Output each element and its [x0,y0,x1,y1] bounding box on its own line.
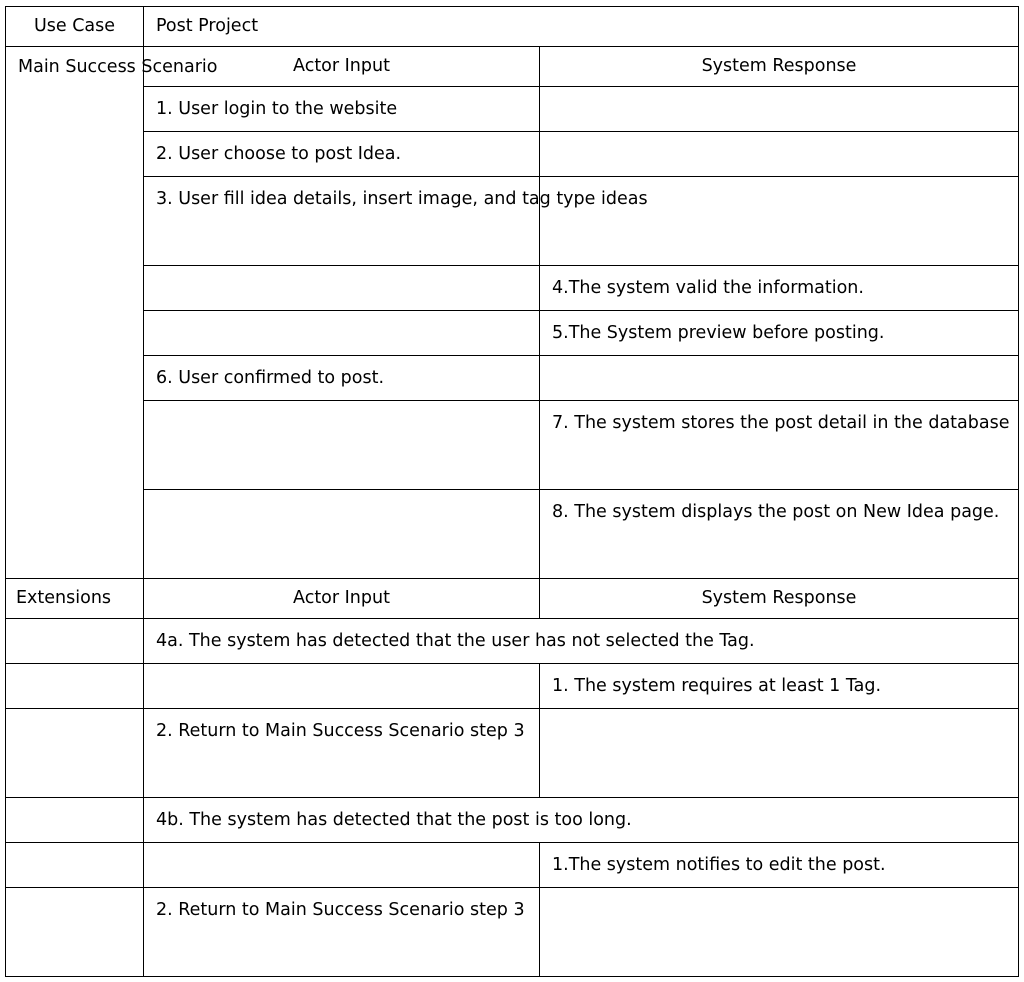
main-label-line: Scenario [141,57,218,77]
actor-cell [144,888,540,977]
main-step-row [6,356,1019,401]
cell-line: 4.The system valid the information. [552,278,864,298]
actor-cell [144,401,540,490]
cell-line: 6. User confirmed to post. [156,368,385,388]
system-cell [540,401,1019,490]
main-label-line: Success [65,57,136,77]
actor-cell [144,664,540,709]
cell-line: 5.The System preview before posting. [552,323,885,343]
system-cell [540,356,1019,401]
system-cell [540,888,1019,977]
extensions-label: Extensions [6,579,144,619]
system-cell [540,87,1019,132]
system-cell [540,132,1019,177]
system-cell [540,266,1019,311]
actor-cell [144,356,540,401]
system-cell [540,311,1019,356]
use-case-row [6,7,1019,47]
main-step-row [6,401,1019,490]
cell-line: 1. User login to the website [156,99,398,119]
system-cell [540,664,1019,709]
use-case-table [5,6,1019,977]
main-label-line: Main [18,57,60,77]
extensions-header-row [6,579,1019,619]
cell-line: step 3 [470,721,525,741]
system-response-header: System Response [540,579,1019,619]
main-success-scenario-label [6,47,218,579]
actor-cell [144,177,648,266]
extension-condition: 4b. The system has detected that the post is too long. [144,798,1019,843]
actor-cell [144,87,540,132]
actor-input-header: Actor Input [144,47,540,87]
main-header-row [6,47,1019,87]
extension-step-row [6,664,1019,709]
extension-label-cell [6,709,144,798]
actor-input-header: Actor Input [144,579,540,619]
use-case-title: Post Project [144,7,1019,47]
cell-line: 2. User choose to post Idea. [156,144,402,164]
cell-line: 2. Return to Main Success Scenario [156,721,465,741]
extension-step-row [6,709,1019,798]
actor-cell [144,490,540,579]
main-step-row [6,266,1019,311]
extension-condition: 4a. The system has detected that the user has not selected the Tag. [144,619,1019,664]
use-case-label: Use Case [6,7,144,47]
actor-cell [144,311,540,356]
extension-condition-row [6,619,1019,664]
extension-step-row [6,888,1019,977]
system-cell [540,490,1019,579]
extension-condition-row [6,798,1019,843]
system-cell [540,709,1019,798]
cell-line: 1. The system requires at least 1 Tag. [552,676,882,696]
cell-line: database [928,413,1010,433]
cell-line: 3. User fill idea details, insert image, [156,189,478,209]
actor-cell [144,843,540,888]
cell-line: 8. The system displays the post on New Idea [552,502,945,522]
extension-step-row [6,843,1019,888]
extension-label-cell [6,843,144,888]
main-step-row [6,177,1019,266]
cell-line: step 3 [470,900,525,920]
system-response-header: System Response [540,47,1019,87]
actor-cell [144,709,540,798]
extension-label-cell [6,888,144,977]
cell-line: and tag type ideas [483,189,648,209]
main-step-row [6,490,1019,579]
extension-label-cell [6,664,144,709]
main-step-row [6,87,1019,132]
main-step-row [6,132,1019,177]
extension-label-cell [6,798,144,843]
extension-label-cell [6,619,144,664]
actor-cell [144,266,540,311]
cell-line: page. [950,502,1000,522]
system-cell [540,843,1019,888]
cell-line: 1.The system notifies to edit the post. [552,855,886,875]
main-step-row [6,311,1019,356]
cell-line: 2. Return to Main Success Scenario [156,900,465,920]
cell-line: 7. The system stores the post detail in the [552,413,923,433]
actor-cell [144,132,540,177]
